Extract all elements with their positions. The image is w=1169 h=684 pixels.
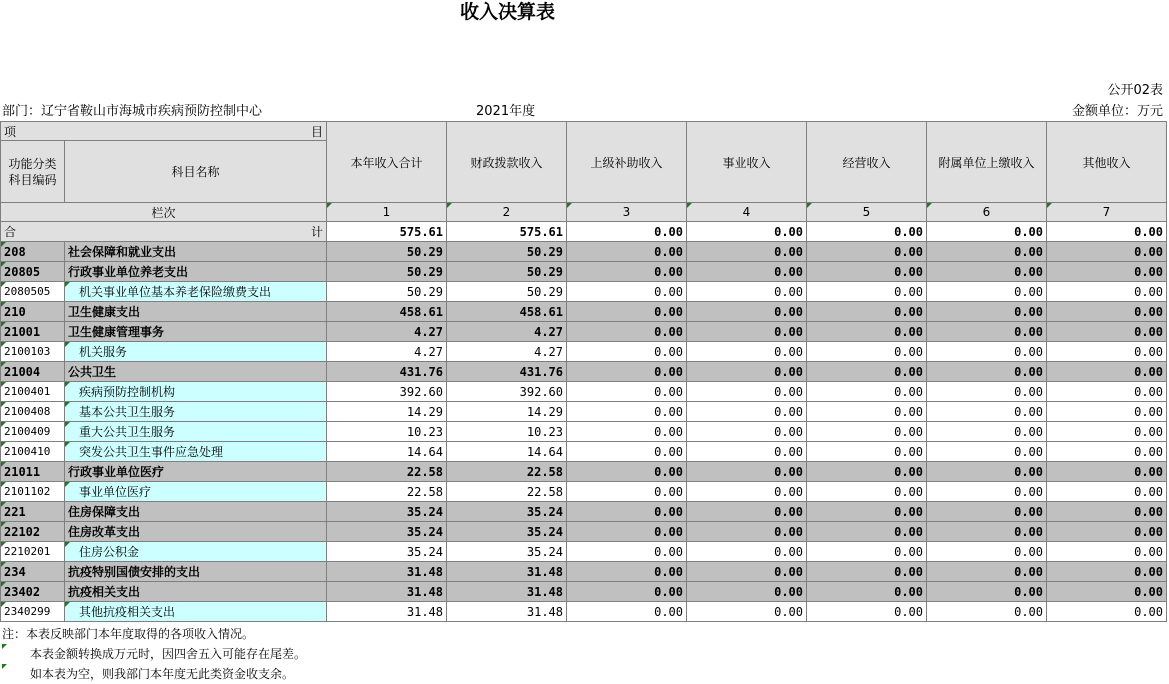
amount-cell: 0.00 [927, 362, 1047, 382]
amount-cell: 35.24 [327, 502, 447, 522]
subject-name: 其他抗疫相关支出 [65, 602, 327, 622]
amount-cell: 31.48 [327, 582, 447, 602]
subject-code: 22102 [1, 522, 65, 542]
amount-cell: 0.00 [687, 242, 807, 262]
amount-cell: 4.27 [447, 322, 567, 342]
amount-cell: 0.00 [927, 442, 1047, 462]
amount-cell: 0.00 [927, 602, 1047, 622]
amount-cell: 0.00 [1047, 302, 1167, 322]
amount-cell: 0.00 [687, 462, 807, 482]
amount-cell: 392.60 [447, 382, 567, 402]
amount-cell: 35.24 [327, 542, 447, 562]
amount-cell: 0.00 [687, 282, 807, 302]
amount-cell: 431.76 [327, 362, 447, 382]
amount-cell: 0.00 [807, 322, 927, 342]
amount-cell: 0.00 [567, 302, 687, 322]
amount-cell: 31.48 [447, 602, 567, 622]
amount-cell: 0.00 [807, 302, 927, 322]
amount-cell: 0.00 [807, 242, 927, 262]
amount-cell: 0.00 [927, 462, 1047, 482]
amount-cell: 14.29 [327, 402, 447, 422]
subject-code: 21001 [1, 322, 65, 342]
subject-code: 2100410 [1, 442, 65, 462]
amount-cell: 10.23 [447, 422, 567, 442]
amount-cell: 22.58 [447, 462, 567, 482]
amount-cell: 0.00 [687, 482, 807, 502]
amount-cell: 0.00 [1047, 442, 1167, 462]
amount-cell: 0.00 [687, 502, 807, 522]
table-row [1, 402, 1167, 422]
total-value: 0.00 [927, 222, 1047, 242]
table-row [1, 262, 1167, 282]
amount-cell: 0.00 [567, 282, 687, 302]
amount-cell: 0.00 [687, 362, 807, 382]
amount-cell: 0.00 [1047, 402, 1167, 422]
subject-code: 221 [1, 502, 65, 522]
col-header-6: 附属单位上缴收入 [927, 122, 1047, 203]
amount-cell: 0.00 [687, 542, 807, 562]
table-row [1, 502, 1167, 522]
col-number-4: 4 [687, 203, 807, 222]
subject-code: 2101102 [1, 482, 65, 502]
amount-cell: 0.00 [567, 322, 687, 342]
amount-cell: 0.00 [567, 502, 687, 522]
amount-cell: 431.76 [447, 362, 567, 382]
amount-cell: 50.29 [327, 262, 447, 282]
amount-cell: 0.00 [567, 342, 687, 362]
amount-cell: 31.48 [327, 602, 447, 622]
col-header-7: 其他收入 [1047, 122, 1167, 203]
amount-cell: 4.27 [447, 342, 567, 362]
total-value: 0.00 [1047, 222, 1167, 242]
amount-cell: 0.00 [807, 342, 927, 362]
amount-cell: 0.00 [1047, 462, 1167, 482]
amount-cell: 0.00 [687, 342, 807, 362]
amount-cell: 22.58 [327, 462, 447, 482]
amount-cell: 0.00 [1047, 262, 1167, 282]
table-row [1, 482, 1167, 502]
amount-cell: 0.00 [1047, 502, 1167, 522]
amount-cell: 0.00 [807, 542, 927, 562]
col-header-2: 财政拨款收入 [447, 122, 567, 203]
amount-cell: 50.29 [447, 282, 567, 302]
amount-cell: 0.00 [927, 282, 1047, 302]
amount-cell: 0.00 [1047, 242, 1167, 262]
table-row [1, 422, 1167, 442]
form-code: 公开02表 [1107, 83, 1163, 98]
amount-cell: 0.00 [687, 582, 807, 602]
subject-name: 住房保障支出 [65, 502, 327, 522]
amount-cell: 0.00 [1047, 422, 1167, 442]
subject-name-header: 科目名称 [65, 141, 327, 203]
report-title: 收入决算表 [459, 1, 555, 23]
table-row [1, 242, 1167, 262]
subject-code: 20805 [1, 262, 65, 282]
amount-cell: 4.27 [327, 322, 447, 342]
amount-cell: 0.00 [807, 262, 927, 282]
subject-name: 卫生健康支出 [65, 302, 327, 322]
amount-cell: 0.00 [807, 282, 927, 302]
amount-unit: 金额单位：万元 [1071, 104, 1163, 119]
table-row [1, 362, 1167, 382]
amount-cell: 50.29 [327, 242, 447, 262]
amount-cell: 458.61 [327, 302, 447, 322]
amount-cell: 0.00 [1047, 322, 1167, 342]
col-header-4: 事业收入 [687, 122, 807, 203]
subject-name: 疾病预防控制机构 [65, 382, 327, 402]
amount-cell: 0.00 [927, 502, 1047, 522]
amount-cell: 14.64 [447, 442, 567, 462]
amount-cell: 0.00 [807, 382, 927, 402]
amount-cell: 0.00 [1047, 362, 1167, 382]
col-label: 栏次 [1, 203, 327, 222]
amount-cell: 0.00 [1047, 282, 1167, 302]
amount-cell: 0.00 [567, 562, 687, 582]
subject-name: 基本公共卫生服务 [65, 402, 327, 422]
subject-name: 行政事业单位医疗 [65, 462, 327, 482]
subject-code: 2080505 [1, 282, 65, 302]
total-label-left: 合 [4, 225, 17, 239]
amount-cell: 0.00 [1047, 342, 1167, 362]
table-row [1, 382, 1167, 402]
amount-cell: 0.00 [687, 302, 807, 322]
amount-cell: 35.24 [327, 522, 447, 542]
table-row [1, 322, 1167, 342]
subject-name: 机关服务 [65, 342, 327, 362]
amount-cell: 0.00 [807, 602, 927, 622]
amount-cell: 50.29 [447, 242, 567, 262]
amount-cell: 0.00 [1047, 382, 1167, 402]
table-row [1, 562, 1167, 582]
amount-cell: 0.00 [927, 522, 1047, 542]
col-header-5: 经营收入 [807, 122, 927, 203]
amount-cell: 0.00 [1047, 602, 1167, 622]
subject-code: 2100103 [1, 342, 65, 362]
table-row [1, 542, 1167, 562]
total-value: 0.00 [567, 222, 687, 242]
table-row [1, 302, 1167, 322]
fiscal-year: 2021年度 [476, 104, 536, 119]
item-header-cell [1, 122, 327, 141]
amount-cell: 0.00 [1047, 482, 1167, 502]
total-label-cell [1, 222, 327, 242]
subject-code: 210 [1, 302, 65, 322]
func-code-header: 功能分类科目编码 [1, 141, 65, 203]
amount-cell: 0.00 [567, 582, 687, 602]
table-row [1, 282, 1167, 302]
amount-cell: 22.58 [327, 482, 447, 502]
amount-cell: 0.00 [687, 402, 807, 422]
amount-cell: 14.29 [447, 402, 567, 422]
footnotes [2, 624, 306, 684]
table-row [1, 602, 1167, 622]
subject-name: 住房改革支出 [65, 522, 327, 542]
amount-cell: 14.64 [327, 442, 447, 462]
subject-name: 重大公共卫生服务 [65, 422, 327, 442]
col-number-7: 7 [1047, 203, 1167, 222]
col-number-2: 2 [447, 203, 567, 222]
amount-cell: 0.00 [1047, 562, 1167, 582]
table-row [1, 342, 1167, 362]
item-label-left: 项 [4, 124, 17, 139]
total-value: 0.00 [687, 222, 807, 242]
amount-cell: 0.00 [567, 462, 687, 482]
subject-code: 23402 [1, 582, 65, 602]
amount-cell: 0.00 [687, 322, 807, 342]
table-row [1, 462, 1167, 482]
amount-cell: 0.00 [1047, 542, 1167, 562]
subject-code: 2100401 [1, 382, 65, 402]
subject-name: 公共卫生 [65, 362, 327, 382]
amount-cell: 0.00 [807, 482, 927, 502]
column-number-row [1, 203, 1167, 222]
subject-name: 卫生健康管理事务 [65, 322, 327, 342]
amount-cell: 0.00 [567, 602, 687, 622]
total-value: 575.61 [327, 222, 447, 242]
amount-cell: 0.00 [807, 402, 927, 422]
amount-cell: 0.00 [567, 242, 687, 262]
amount-cell: 0.00 [807, 442, 927, 462]
amount-cell: 0.00 [687, 262, 807, 282]
col-number-3: 3 [567, 203, 687, 222]
amount-cell: 0.00 [927, 302, 1047, 322]
subject-code: 208 [1, 242, 65, 262]
amount-cell: 22.58 [447, 482, 567, 502]
amount-cell: 0.00 [567, 362, 687, 382]
amount-cell: 0.00 [687, 442, 807, 462]
department-label: 部门：辽宁省鞍山市海城市疾病预防控制中心 [2, 104, 263, 119]
subject-name: 突发公共卫生事件应急处理 [65, 442, 327, 462]
amount-cell: 0.00 [927, 562, 1047, 582]
amount-cell: 0.00 [807, 522, 927, 542]
header-row-item [1, 122, 1167, 141]
amount-cell: 0.00 [687, 382, 807, 402]
subject-name: 抗疫相关支出 [65, 582, 327, 602]
total-label-right: 计 [310, 225, 323, 239]
subject-name: 机关事业单位基本养老保险缴费支出 [65, 282, 327, 302]
amount-cell: 0.00 [567, 522, 687, 542]
amount-cell: 0.00 [807, 362, 927, 382]
amount-cell: 4.27 [327, 342, 447, 362]
amount-cell: 0.00 [687, 522, 807, 542]
amount-cell: 31.48 [447, 582, 567, 602]
amount-cell: 0.00 [567, 542, 687, 562]
amount-cell: 0.00 [927, 242, 1047, 262]
amount-cell: 0.00 [927, 322, 1047, 342]
amount-cell: 0.00 [807, 422, 927, 442]
col-number-6: 6 [927, 203, 1047, 222]
amount-cell: 0.00 [687, 562, 807, 582]
amount-cell: 0.00 [927, 382, 1047, 402]
col-header-3: 上级补助收入 [567, 122, 687, 203]
amount-cell: 0.00 [1047, 522, 1167, 542]
amount-cell: 50.29 [447, 262, 567, 282]
amount-cell: 31.48 [327, 562, 447, 582]
subject-name: 社会保障和就业支出 [65, 242, 327, 262]
amount-cell: 10.23 [327, 422, 447, 442]
amount-cell: 0.00 [927, 342, 1047, 362]
total-value: 0.00 [807, 222, 927, 242]
amount-cell: 0.00 [927, 582, 1047, 602]
amount-cell: 0.00 [687, 602, 807, 622]
amount-cell: 0.00 [807, 582, 927, 602]
footnote-3: 如本表为空，则我部门本年度无此类资金收支余。 [2, 664, 306, 684]
amount-cell: 50.29 [327, 282, 447, 302]
col-number-5: 5 [807, 203, 927, 222]
subject-code: 21004 [1, 362, 65, 382]
amount-cell: 0.00 [927, 422, 1047, 442]
amount-cell: 0.00 [807, 502, 927, 522]
subject-code: 234 [1, 562, 65, 582]
subject-code: 2340299 [1, 602, 65, 622]
income-final-accounts-table [0, 121, 1167, 622]
amount-cell: 0.00 [927, 542, 1047, 562]
subject-code: 2100408 [1, 402, 65, 422]
footnote-1: 注：本表反映部门本年度取得的各项收入情况。 [2, 627, 255, 641]
amount-cell: 0.00 [807, 562, 927, 582]
amount-cell: 0.00 [567, 382, 687, 402]
amount-cell: 0.00 [687, 422, 807, 442]
amount-cell: 35.24 [447, 522, 567, 542]
subject-name: 抗疫特别国债安排的支出 [65, 562, 327, 582]
amount-cell: 0.00 [807, 462, 927, 482]
amount-cell: 0.00 [567, 262, 687, 282]
total-row [1, 222, 1167, 242]
subject-code: 2210201 [1, 542, 65, 562]
col-header-1: 本年收入合计 [327, 122, 447, 203]
amount-cell: 458.61 [447, 302, 567, 322]
item-label-right: 目 [310, 124, 323, 139]
amount-cell: 31.48 [447, 562, 567, 582]
table-row [1, 582, 1167, 602]
amount-cell: 0.00 [1047, 582, 1167, 602]
amount-cell: 0.00 [567, 482, 687, 502]
amount-cell: 0.00 [927, 262, 1047, 282]
amount-cell: 0.00 [567, 422, 687, 442]
amount-cell: 0.00 [567, 402, 687, 422]
amount-cell: 35.24 [447, 542, 567, 562]
amount-cell: 0.00 [927, 482, 1047, 502]
amount-cell: 0.00 [567, 442, 687, 462]
footnote-2: 本表金额转换成万元时，因四舍五入可能存在尾差。 [2, 644, 306, 664]
total-value: 575.61 [447, 222, 567, 242]
subject-name: 事业单位医疗 [65, 482, 327, 502]
subject-code: 2100409 [1, 422, 65, 442]
subject-code: 21011 [1, 462, 65, 482]
col-number-1: 1 [327, 203, 447, 222]
amount-cell: 0.00 [927, 402, 1047, 422]
table-row [1, 522, 1167, 542]
table-row [1, 442, 1167, 462]
amount-cell: 35.24 [447, 502, 567, 522]
subject-name: 行政事业单位养老支出 [65, 262, 327, 282]
subject-name: 住房公积金 [65, 542, 327, 562]
amount-cell: 392.60 [327, 382, 447, 402]
